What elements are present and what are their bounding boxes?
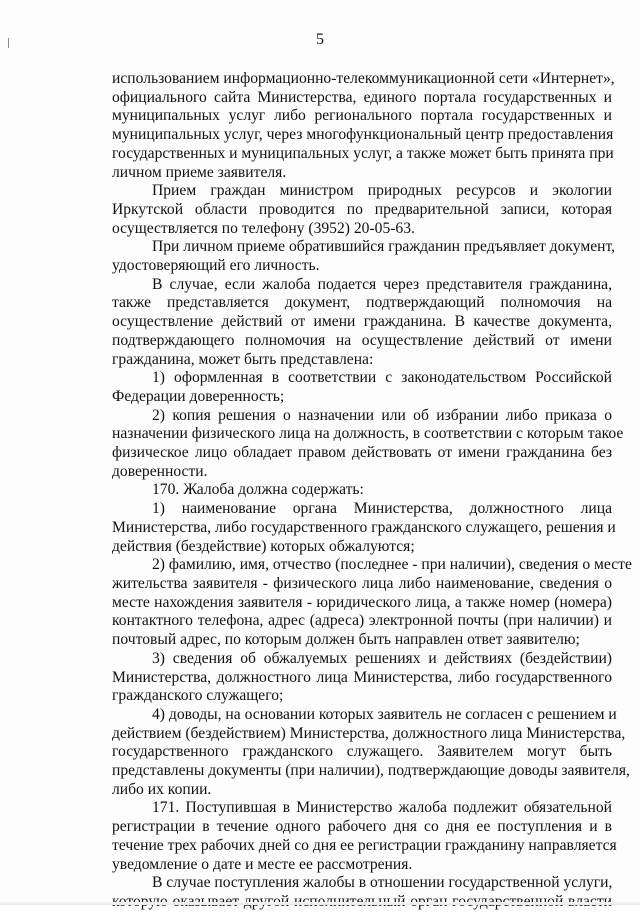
text-line: подтверждающего полномочия на осуществление действий от имени [112,331,612,349]
text-line: физическое лицо обладает правом действовать от имени гражданина без [112,444,612,462]
text-line: либо их копии. [112,780,212,798]
document-body [112,70,632,912]
text-line: регистрации в течение одного рабочего дня со дня ее поступления и в [112,818,612,836]
text-line: 2) фамилию, имя, отчество (последнее - при наличии), сведения о месте [152,556,632,574]
text-line: почтовый адрес, по которым должен быть направлен ответ заявителю; [112,631,580,649]
text-line: 4) доводы, на основании которых заявитель не согласен с решением и [152,705,617,723]
text-line: личном приеме заявителя. [112,163,287,181]
text-line: В случае поступления жалобы в отношении государственной услуги, [152,874,613,892]
text-line: Прием граждан министром природных ресурсов и экологии [152,182,612,200]
text-line: доверенности. [112,462,208,480]
text-line: гражданина, может быть представлена: [112,350,374,368]
text-line: назначении физического лица на должность, в соответствии с которым такое [112,425,624,443]
text-line: осуществление действий от имени гражданина. В качестве документа, [112,313,612,331]
page-number: 5 [316,31,324,48]
text-line: 1) оформленная в соответствии с законодательством Российской [152,369,612,387]
text-line: В случае, если жалоба подается через представителя гражданина, [152,275,612,293]
text-line: жительства заявителя - физического лица либо наименование, сведения о [112,574,612,592]
text-line: уведомление о дате и месте ее рассмотрения. [112,855,413,873]
text-line: Министерства, должностного лица Министерства, либо государственного [112,668,612,686]
text-line: 1) наименование органа Министерства, должностного лица [152,500,612,518]
text-line: 170. Жалоба должна содержать: [152,481,364,499]
text-line: действия (бездействие) которых обжалуются; [112,537,415,555]
text-line: течение трех рабочих дней со дня ее регистрации гражданину направляется [112,836,617,854]
text-line: государственных и муниципальных услуг, а также может быть принята при [112,144,614,162]
text-line: удостоверяющий его личность. [112,257,320,275]
text-line: государственного гражданского служащего. Заявителем могут быть [112,743,612,761]
text-line: Иркутской области проводится по предварительной записи, которая [112,200,612,218]
text-line: осуществляется по телефону (3952) 20-05-63. [112,219,415,237]
text-line: представлены документы (при наличии), подтверждающие доводы заявителя, [112,762,630,780]
text-line: При личном приеме обратившийся гражданин предъявляет документ, [152,238,616,256]
text-line: также представляется документ, подтверждающий полномочия на [112,294,612,312]
text-line: 3) сведения об обжалуемых решениях и действиях (бездействии) [152,649,612,667]
text-line: действием (бездействием) Министерства, должностного лица Министерства, [112,724,626,742]
text-line: месте нахождения заявителя - юридического лица, а также номер (номера) [112,593,612,611]
text-line: гражданского служащего; [112,687,284,705]
text-line: муниципальных услуг, через многофункциональный центр предоставления [112,126,614,144]
text-line: 171. Поступившая в Министерство жалоба подлежит обязательной [152,799,612,817]
text-line: 2) копия решения о назначении или об избрании либо приказа о [152,406,612,424]
text-line: использованием информационно-телекоммуникационной сети «Интернет», [112,70,615,87]
text-line: Федерации доверенность; [112,387,285,405]
text-line: муниципальных услуг либо регионального портала государственных и [112,107,612,125]
text-line: контактного телефона, адрес (адреса) электронной почты (при наличии) и [112,612,612,630]
text-line: Министерства, либо государственного гражданского служащего, решения и [112,518,616,536]
text-line: официального сайта Министерства, единого портала государственных и [112,88,612,106]
